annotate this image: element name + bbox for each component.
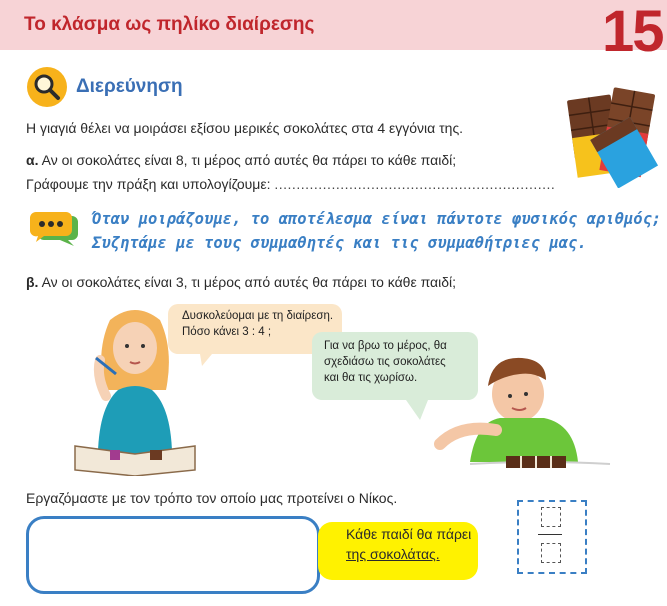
question-b	[26, 274, 456, 290]
write-prompt: Γράφουμε την πράξη και υπολογίζουμε:	[26, 176, 271, 192]
page-title: Το κλάσμα ως πηλίκο διαίρεσης	[24, 14, 315, 35]
intro-text: Η γιαγιά θέλει να μοιράσει εξίσου μερικές σοκολάτες στα 4 εγγόνια της.	[26, 120, 464, 136]
question-b-label: β.	[26, 274, 39, 290]
magnifier-icon	[26, 66, 68, 108]
boy-bubble-text	[324, 338, 447, 386]
answer-line-1: Κάθε παιδί θα πάρει	[346, 526, 472, 542]
write-operation-line	[26, 176, 555, 192]
lesson-number: 15	[602, 0, 663, 64]
drawing-answer-box[interactable]	[26, 516, 320, 594]
discussion-line-2: Συζητάμε με τους συμμαθητές και τις συμμαθήτριες μας.	[92, 234, 587, 252]
boy-bubble-line-2: σχεδιάσω τις σοκολάτες	[324, 356, 446, 368]
girl-bubble-line-2: Πόσο κάνει 3 : 4 ;	[182, 326, 272, 338]
boy-illustration	[430, 352, 626, 476]
discussion-line-1: Όταν μοιράζουμε, το αποτέλεσμα είναι πάντοτε φυσικός αριθμός;	[92, 210, 662, 228]
girl-bubble-line-1: Δυσκολεύομαι με τη διαίρεση.	[182, 310, 334, 322]
work-instruction: Εργαζόμαστε με τον τρόπο τον οποίο μας προτείνει ο Νίκος.	[26, 490, 398, 506]
answer-line-2: της σοκολάτας.	[346, 546, 440, 562]
question-b-text: Αν οι σοκολάτες είναι 3, τι μέρος από αυτές θα πάρει το κάθε παιδί;	[41, 274, 457, 290]
chocolate-bars-illustration	[566, 84, 666, 188]
girl-bubble-text	[182, 308, 333, 340]
speech-bubble-icon	[30, 210, 80, 246]
answer-dots[interactable]: ................................................................	[274, 176, 556, 192]
question-a	[26, 152, 456, 168]
boy-bubble-line-3: και θα τις χωρίσω.	[324, 372, 418, 384]
question-a-label: α.	[26, 152, 39, 168]
boy-bubble-line-1: Για να βρω το μέρος, θα	[324, 340, 447, 352]
section-title: Διερεύνηση	[76, 76, 183, 97]
fraction-bar	[538, 534, 562, 535]
numerator-input[interactable]	[541, 507, 561, 527]
denominator-input[interactable]	[541, 543, 561, 563]
question-a-text: Αν οι σοκολάτες είναι 8, τι μέρος από αυτές θα πάρει το κάθε παιδί;	[41, 152, 457, 168]
